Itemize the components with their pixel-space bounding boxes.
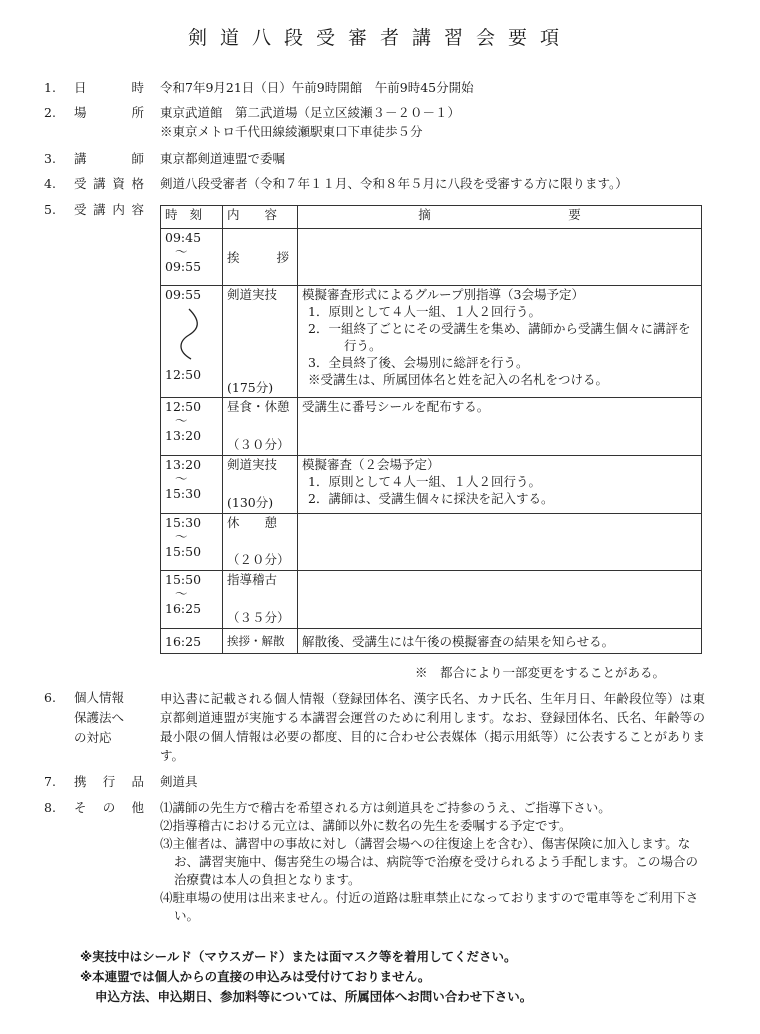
item-other-label: 8. そ の 他 (44, 800, 144, 815)
row-end-time: 15:30 (165, 486, 202, 501)
item-instructor-value: 東京都剣道連盟で委嘱 (160, 151, 286, 166)
schedule-table (160, 205, 702, 654)
row-end-time: 12:50 (165, 367, 202, 382)
page-title: 剣道八段受審者講習会要項 (187, 27, 572, 49)
item-eligibility-label: 4. 受講資格 (44, 176, 144, 191)
notice-mask: ※実技中はシールド（マウスガード）または面マスク等を着用してください。 (80, 949, 517, 964)
note-line: 模擬審査形式によるグループ別指導（3会場予定） (302, 287, 584, 302)
row-end-time: 15:50 (165, 544, 202, 559)
item-date-label: 1. 日 時 (44, 80, 144, 95)
item-date-value: 令和7年9月21日（日）午前9時開館 午前9時45分開始 (160, 80, 474, 95)
note-line: 2．講師は、受講生個々に採決を記入する。 (308, 491, 554, 506)
tilde-icon: 〜 (175, 529, 188, 544)
row-duration: (130分) (227, 495, 274, 510)
table-header-row (161, 206, 702, 229)
row-duration: （２０分） (227, 552, 290, 567)
item-privacy-label-line3: の対応 (74, 730, 112, 745)
list-item: ⑷駐車場の使用は出来ません。付近の道路は駐車禁止になっておりますので電車等をご利用下さい。 (160, 890, 699, 923)
row-activity: 剣道実技 (227, 287, 278, 302)
tilde-icon: 〜 (175, 413, 188, 428)
note-line: 2．一組終了ごとにその受講生を集め、講師から受講生個々に講評を行う。 (308, 321, 691, 353)
note-line: 模擬審査（２会場予定） (302, 457, 440, 472)
row-activity: 休 憩 (227, 515, 278, 530)
list-item: ⑶主催者は、講習中の事故に対し（講習会場への往復途上を含む）、傷害保険に加入します。なお、講習実施中、傷害発生の場合は、病院等で治療を受けられるよう手配します。この場合の治療費は本人の負担となります。 (160, 836, 699, 887)
tilde-icon: 〜 (175, 244, 188, 259)
row-activity: 昼食・休憩 (227, 399, 290, 414)
row-activity: 挨 拶 (227, 249, 294, 265)
header-content: 内 容 (223, 206, 298, 229)
row-end-time: 13:20 (165, 428, 202, 443)
row-start-time: 12:50 (165, 399, 202, 414)
tilde-icon: 〜 (175, 586, 188, 601)
row-end-time: 09:55 (165, 259, 202, 274)
header-time: 時 刻 (161, 206, 223, 229)
squiggle-icon (175, 307, 205, 362)
tilde-icon: 〜 (175, 471, 188, 486)
row-activity: 挨拶・解散 (227, 633, 285, 648)
note-line: 1．原則として４人一組、１人２回行う。 (308, 474, 541, 489)
item-venue-label: 2. 場 所 (44, 105, 144, 120)
list-item: ⑴講師の先生方で稽古を希望される方は剣道具をご持参のうえ、ご指導下さい。 (160, 800, 611, 815)
row-start-time: 09:55 (165, 287, 202, 302)
notice-contact: 申込方法、申込期日、参加料等については、所属団体へお問い合わせ下さい。 (95, 989, 533, 1004)
table-row (161, 571, 702, 629)
header-notes: 摘 要 (298, 206, 702, 229)
note-line: 受講生に番号シールを配布する。 (302, 399, 490, 414)
row-start-time: 13:20 (165, 457, 202, 472)
row-duration: (175分) (227, 380, 274, 395)
row-start-time: 09:45 (165, 230, 202, 245)
row-start-time: 15:30 (165, 515, 202, 530)
item-equipment-value: 剣道具 (160, 774, 198, 789)
table-row (161, 514, 702, 571)
item-venue-access: ※東京メトロ千代田線綾瀬駅東口下車徒歩５分 (160, 124, 423, 139)
table-row (161, 286, 702, 398)
row-start-time: 16:25 (165, 633, 202, 649)
item-venue-value: 東京武道館 第二武道場（足立区綾瀬３－２０－１） (160, 105, 461, 120)
row-activity: 剣道実技 (227, 457, 278, 472)
item-instructor-label: 3. 講 師 (44, 151, 144, 166)
schedule-footnote: ※ 都合により一部変更をすることがある。 (415, 665, 666, 680)
row-end-time: 16:25 (165, 601, 202, 616)
note-line: 解散後、受講生には午後の模擬審査の結果を知らせる。 (302, 633, 615, 649)
notice-no-individual: ※本連盟では個人からの直接の申込みは受付けておりません。 (80, 969, 431, 984)
note-line: 3．全員終了後、会場別に総評を行う。 (308, 355, 529, 370)
table-row (161, 398, 702, 456)
row-duration: （３０分） (227, 437, 290, 452)
item-privacy-label-line2: 保護法へ (74, 710, 125, 725)
row-duration: （３５分） (227, 610, 290, 625)
table-row (161, 229, 702, 286)
item-privacy-label: 6. 個人情報 (44, 690, 125, 705)
row-activity: 指導稽古 (227, 572, 278, 587)
item-privacy-text: 申込書に記載される個人情報（登録団体名、漢字氏名、カナ氏名、生年月日、年齢段位等）は東京都剣道連盟が実施する本講習会運営のために利用します。なお、登録団体名、氏名、年齢等の最小限の個人情報は必要の都度、目的に合わせ公表媒体（掲示用紙等）に公表することがあります。 (160, 691, 705, 763)
note-line: 1．原則として４人一組、１人２回行う。 (308, 304, 541, 319)
table-row (161, 629, 702, 654)
note-line: ※受講生は、所属団体名と姓を記入の名札をつける。 (308, 372, 609, 387)
other-list (160, 799, 705, 925)
item-equipment-label: 7. 携 行 品 (44, 774, 144, 789)
list-item: ⑵指導稽古における元立は、講師以外に数名の先生を委嘱する予定です。 (160, 818, 572, 833)
item-eligibility-value: 剣道八段受審者（令和７年１１月、令和８年５月に八段を受審する方に限ります。） (160, 176, 628, 191)
table-row (161, 456, 702, 514)
row-start-time: 15:50 (165, 572, 202, 587)
item-content-label: 5. 受講内容 (44, 202, 144, 217)
